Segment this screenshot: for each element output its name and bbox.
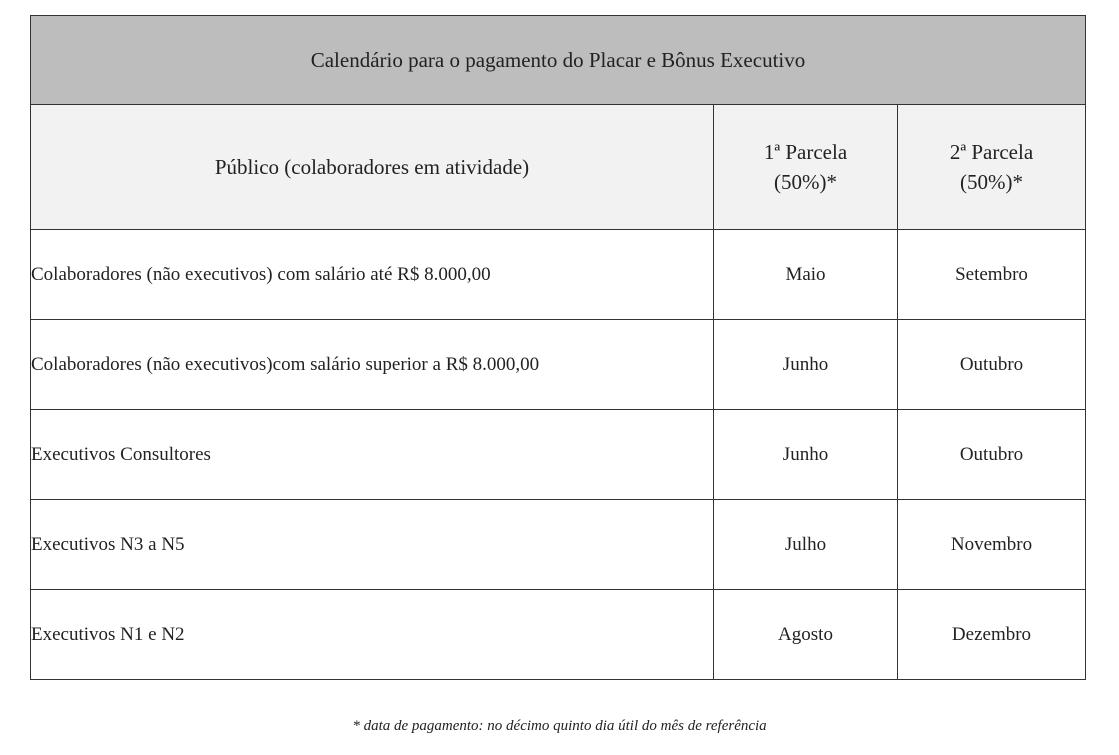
cell-parcela-1: Julho [714, 500, 898, 590]
header-parcela-2 [898, 105, 1086, 230]
header-parcela-1-percent: (50%)* [774, 170, 837, 194]
table-row [31, 590, 1086, 680]
payment-calendar-table [30, 15, 1086, 680]
header-parcela-2-percent: (50%)* [960, 170, 1023, 194]
header-parcela-1-label: 1ª Parcela [763, 140, 848, 164]
cell-parcela-1: Agosto [714, 590, 898, 680]
table-title: Calendário para o pagamento do Placar e Bônus Executivo [31, 16, 1086, 105]
cell-publico: Executivos N3 a N5 [31, 500, 714, 590]
cell-publico: Executivos N1 e N2 [31, 590, 714, 680]
cell-parcela-2: Setembro [898, 230, 1086, 320]
cell-parcela-2: Dezembro [898, 590, 1086, 680]
cell-parcela-2: Outubro [898, 410, 1086, 500]
table-row [31, 410, 1086, 500]
cell-publico: Executivos Consultores [31, 410, 714, 500]
table-header-row [31, 105, 1086, 230]
cell-parcela-1: Junho [714, 410, 898, 500]
cell-publico: Colaboradores (não executivos)com salário superior a R$ 8.000,00 [31, 320, 714, 410]
cell-parcela-2: Outubro [898, 320, 1086, 410]
table-row [31, 500, 1086, 590]
table-row [31, 230, 1086, 320]
table-row [31, 320, 1086, 410]
cell-parcela-1: Junho [714, 320, 898, 410]
table-title-row [31, 16, 1086, 105]
cell-parcela-2: Novembro [898, 500, 1086, 590]
cell-parcela-1: Maio [714, 230, 898, 320]
footnote: * data de pagamento: no décimo quinto dia útil do mês de referência [352, 718, 767, 734]
header-parcela-2-label: 2ª Parcela [949, 140, 1034, 164]
header-publico: Público (colaboradores em atividade) [31, 105, 714, 230]
header-parcela-1 [714, 105, 898, 230]
cell-publico: Colaboradores (não executivos) com salário até R$ 8.000,00 [31, 230, 714, 320]
